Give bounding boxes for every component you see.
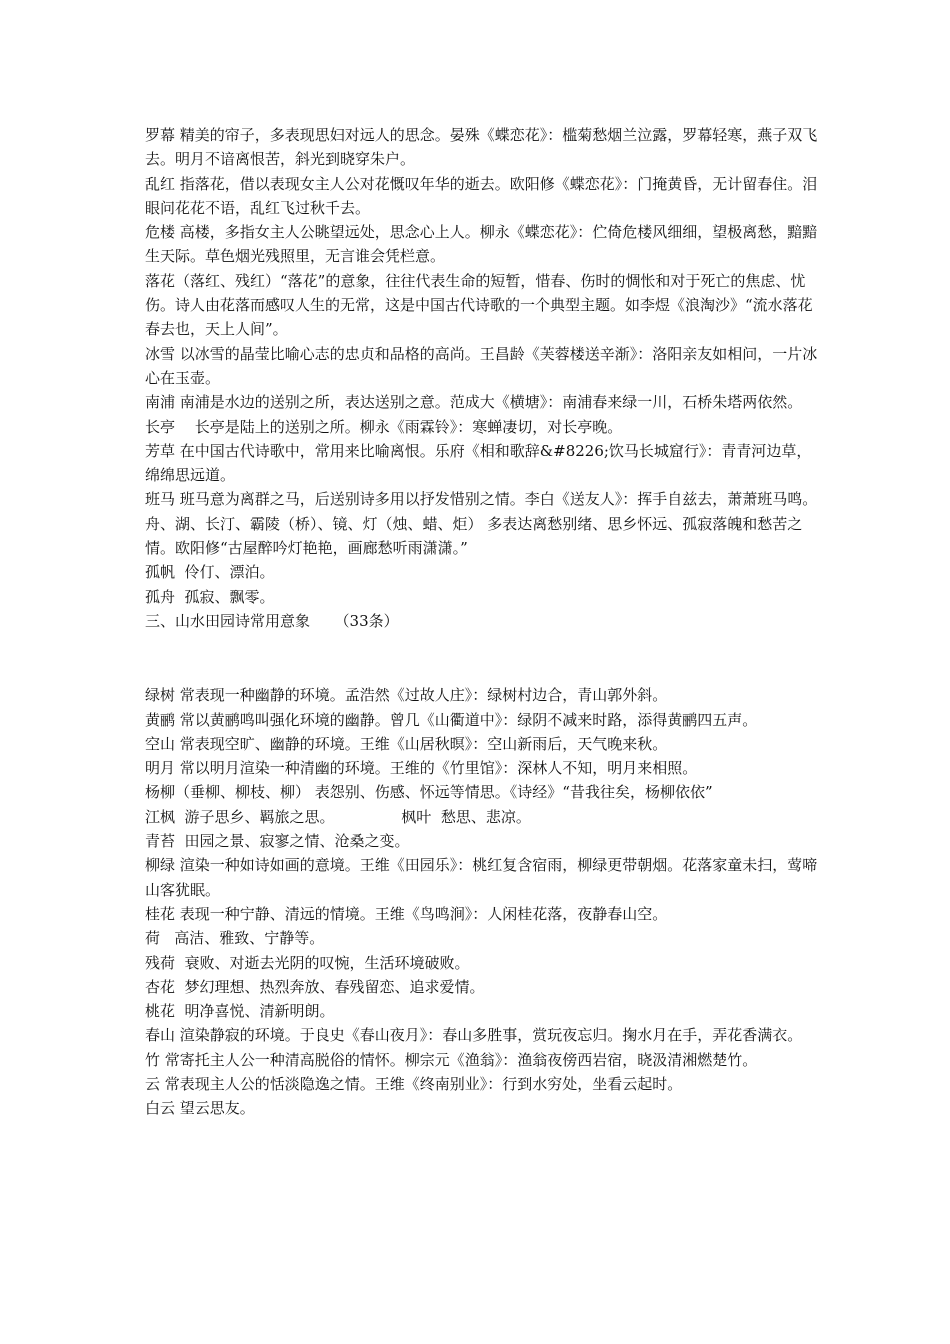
paragraph-mingyue: 明月 常以明月渲染一种清幽的环境。王维的《竹里馆》：深林人不知，明月来相照。	[145, 759, 698, 778]
paragraph-nanpu: 南浦 南浦是水边的送别之所，表达送别之意。范成大《横塘》：南浦春来绿一川，石桥朱塔两依然。	[145, 393, 803, 412]
paragraph-jiangfeng: 江枫 游子思乡、羁旅之思。 枫叶 愁思、悲凉。	[145, 807, 531, 826]
paragraph-banma: 班马 班马意为离群之马，后送别诗多用以抒发惜别之情。李白《送友人》：挥手自兹去，萧萧班马鸣。	[145, 490, 818, 509]
paragraph-zhou-hu: 舟、湖、长汀、霸陵（桥）、镜、灯（烛、蜡、炬） 多表达离愁别绪、思乡怀远、孤寂落魄和愁苦之情。欧阳修“古屋醉吟灯艳艳，画廊愁听雨潇潇。”	[145, 514, 803, 558]
paragraph-yangliu: 杨柳（垂柳、柳枝、柳） 表怨别、伤感、怀远等情思。《诗经》“昔我往矣，杨柳依依”	[145, 783, 713, 802]
paragraph-xinghua: 杏花 梦幻理想、热烈奔放、春残留恋、追求爱情。	[145, 977, 485, 996]
section-spacer	[145, 633, 820, 683]
section-heading: 三、山水田园诗常用意象 （33条）	[145, 611, 399, 630]
paragraph-luanhong: 乱红 指落花，借以表现女主人公对花慨叹年华的逝去。欧阳修《蝶恋花》：门掩黄昏，无计留春住。泪眼问花花不语，乱红飞过秋千去。	[145, 174, 818, 217]
paragraph-baiyun: 白云 望云思友。	[145, 1099, 255, 1118]
paragraph-bingxue: 冰雪 以冰雪的晶莹比喻心志的忠贞和品格的高尚。王昌龄《芙蓉楼送辛渐》：洛阳亲友如相问，一片冰心在玉壶。	[145, 344, 818, 387]
paragraph-luohua: 落花（落红、残红）“落花”的意象，往往代表生命的短暂，惜春、伤时的惆怅和对于死亡的焦虑、忧伤。诗人由花落而感叹人生的无常，这是中国古代诗歌的一个典型主题。如李煜《浪淘沙》“流水落花春去也，天上人间”。	[145, 271, 813, 339]
paragraph-lvshu: 绿树 常表现一种幽静的环境。孟浩然《过故人庄》：绿树村边合，青山郭外斜。	[145, 686, 668, 705]
paragraph-qingtai: 青苔 田园之景、寂寥之情、沧桑之变。	[145, 832, 410, 851]
paragraph-gufan: 孤帆 伶仃、漂泊。	[145, 563, 275, 582]
paragraph-liulv: 柳绿 渲染一种如诗如画的意境。王维《田园乐》：桃红复含宿雨，柳绿更带朝烟。花落家童未扫，莺啼山客犹眠。	[145, 856, 818, 899]
paragraph-guihua: 桂花 表现一种宁静、清远的情境。王维《鸟鸣涧》：人闲桂花落，夜静春山空。	[145, 904, 668, 923]
document-body	[145, 123, 820, 1121]
paragraph-taohua: 桃花 明净喜悦、清新明朗。	[145, 1002, 335, 1021]
paragraph-chunshan: 春山 渲染静寂的环境。于良史《春山夜月》：春山多胜事，赏玩夜忘归。掬水月在手，弄花香满衣。	[145, 1026, 803, 1045]
paragraph-huangli: 黄鹂 常以黄鹂鸣叫强化环境的幽静。曾几《山衢道中》：绿阴不减来时路，添得黄鹂四五声。	[145, 710, 758, 729]
paragraph-yun: 云 常表现主人公的恬淡隐逸之情。王维《终南别业》：行到水穷处，坐看云起时。	[145, 1074, 683, 1093]
paragraph-guzhou: 孤舟 孤寂、飘零。	[145, 587, 275, 606]
paragraph-luomu: 罗幕 精美的帘子，多表现思妇对远人的思念。晏殊《蝶恋花》：槛菊愁烟兰泣露，罗幕轻寒，燕子双飞去。明月不谙离恨苦，斜光到晓穿朱户。	[145, 126, 818, 169]
paragraph-he: 荷 高洁、雅致、宁静等。	[145, 929, 325, 948]
paragraph-kongshan: 空山 常表现空旷、幽静的环境。王维《山居秋暝》：空山新雨后，天气晚来秋。	[145, 734, 668, 753]
paragraph-fangcao: 芳草 在中国古代诗歌中，常用来比喻离恨。乐府《相和歌辞&#8226;饮马长城窟行》：青青河边草，绵绵思远道。	[145, 441, 812, 485]
paragraph-weilou: 危楼 高楼，多指女主人公眺望远处，思念心上人。柳永《蝶恋花》：伫倚危楼风细细，望极离愁，黯黯生天际。草色烟光残照里，无言谁会凭栏意。	[145, 223, 818, 266]
paragraph-changting: 长亭 长亭是陆上的送别之所。柳永《雨霖铃》：寒蝉凄切，对长亭晚。	[145, 417, 623, 436]
paragraph-canhe: 残荷 衰败、对逝去光阴的叹惋，生活环境破败。	[145, 953, 470, 972]
paragraph-zhu: 竹 常寄托主人公一种清高脱俗的情怀。柳宗元《渔翁》：渔翁夜傍西岩宿，晓汲清湘燃楚竹。	[145, 1050, 758, 1069]
